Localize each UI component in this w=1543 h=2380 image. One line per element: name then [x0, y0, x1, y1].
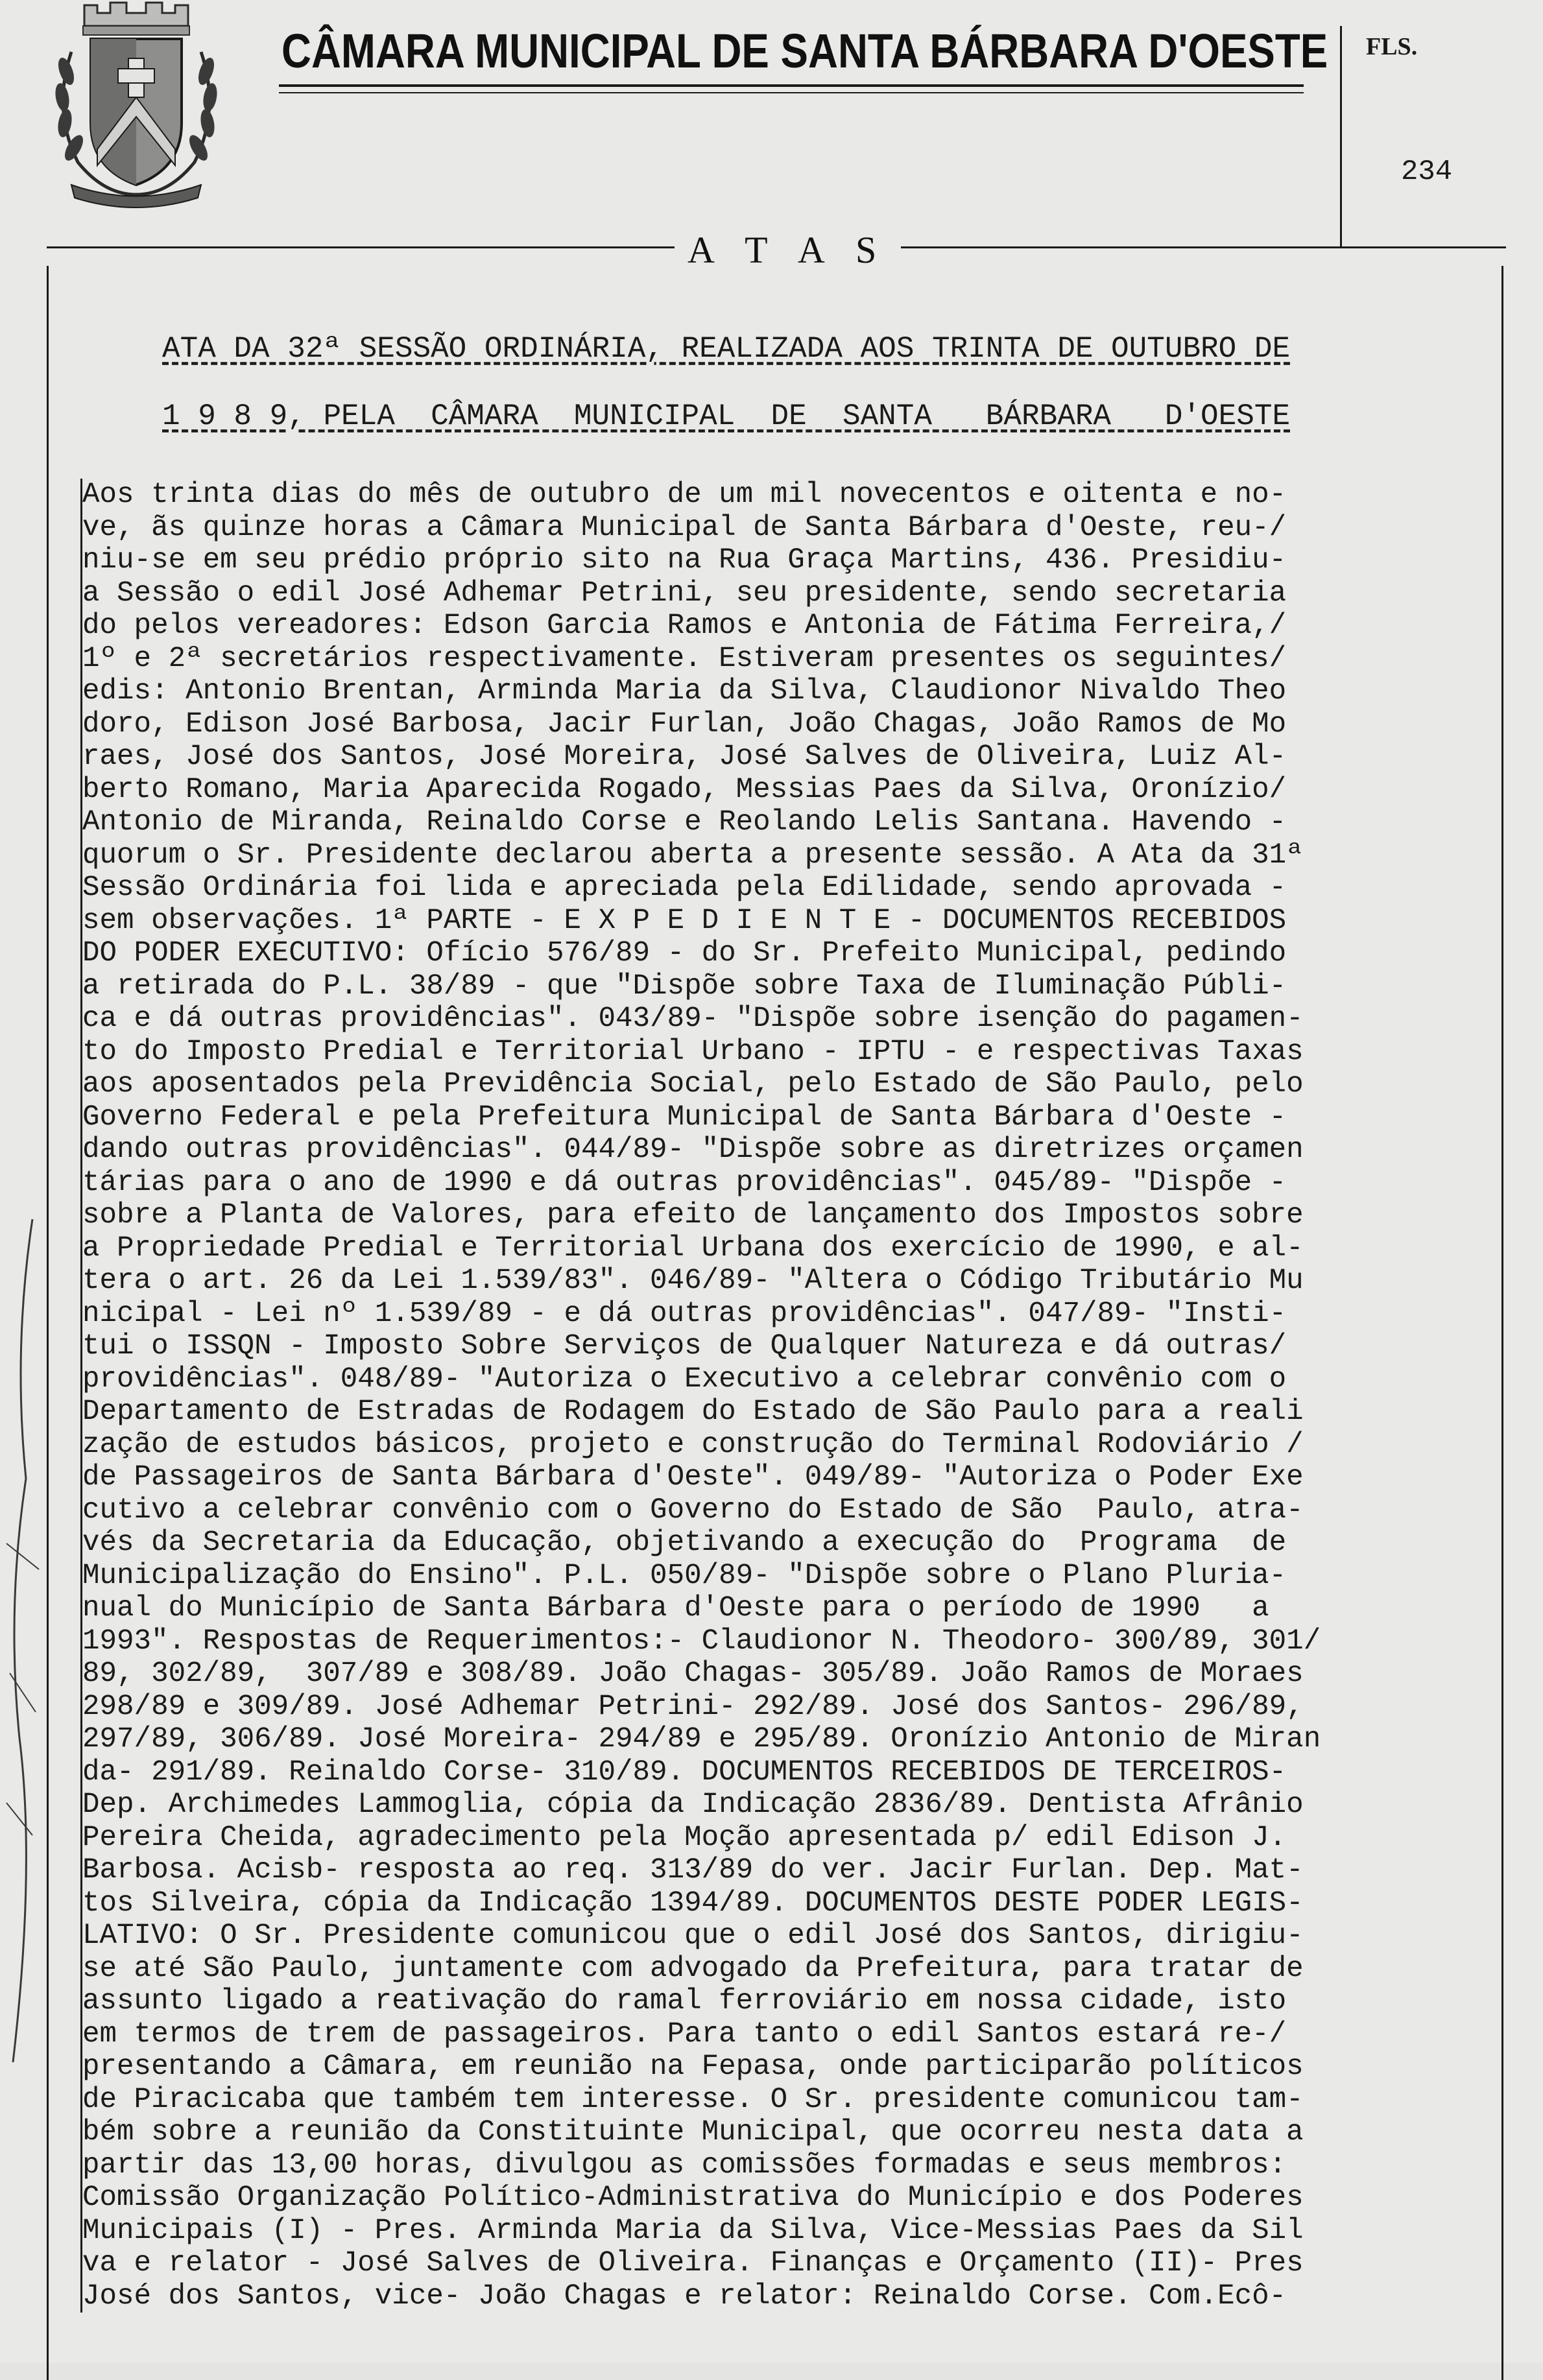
- body-line: tera o art. 26 da Lei 1.539/83". 046/89- "Altera o Código Tributário Mu: [82, 1265, 1304, 1297]
- body-line: 1993". Respostas de Requerimentos:- Claudionor N. Theodoro- 300/89, 301/: [82, 1624, 1321, 1658]
- body-line: Aos trinta dias do mês de outubro de um mil novecentos e oitenta e no-: [82, 479, 1287, 511]
- body-line: assunto ligado a reativação do ramal ferroviário em nossa cidade, isto: [82, 1985, 1287, 2017]
- body-line: em termos de trem de passageiros. Para tanto o edil Santos estará re-/: [82, 2017, 1287, 2051]
- body-line: 297/89, 306/89. José Moreira- 294/89 e 295/89. Oronízio Antonio de Miran: [82, 1723, 1321, 1755]
- section-title: A T A S: [675, 228, 901, 272]
- body-line: berto Romano, Maria Aparecida Rogado, Messias Paes da Silva, Oronízio/: [82, 773, 1287, 806]
- body-line: Municipalização do Ensino". P.L. 050/89- "Dispõe sobre o Plano Pluria-: [82, 1559, 1287, 1592]
- body-line: sem observações. 1ª PARTE - E X P E D I E N T E - DOCUMENTOS RECEBIDOS: [82, 904, 1287, 937]
- body-line: nicipal - Lei nº 1.539/89 - e dá outras providências". 047/89- "Insti-: [82, 1297, 1287, 1330]
- body-line: Departamento de Estradas de Rodagem do Estado de São Paulo para a reali: [82, 1396, 1304, 1428]
- header-rule: [279, 84, 1304, 87]
- heading-line: ATA DA 32ª SESSÃO ORDINÁRIA, REALIZADA AOS TRINTA DE OUTUBRO DE: [162, 332, 1291, 366]
- body-line: Governo Federal e pela Prefeitura Municipal de Santa Bárbara d'Oeste -: [82, 1101, 1287, 1134]
- body-line: presentando a Câmara, em reunião na Fepasa, onde participarão políticos: [82, 2051, 1304, 2083]
- body-line: Antonio de Miranda, Reinaldo Corse e Reolando Lelis Santana. Havendo -: [82, 806, 1287, 839]
- body-line: ve, ãs quinze horas a Câmara Municipal de Santa Bárbara d'Oeste, reu-/: [82, 511, 1287, 544]
- body-line: dando outras providências". 044/89- "Dispõe sobre as diretrizes orçamen: [82, 1134, 1304, 1166]
- minutes-body: [80, 479, 1470, 2313]
- body-line: tárias para o ano de 1990 e dá outras providências". 045/89- "Dispõe -: [82, 1166, 1287, 1199]
- heading-line: 1 9 8 9, PELA CÂMARA MUNICIPAL DE SANTA BÁRBARA D'OESTE: [162, 399, 1291, 433]
- body-line: a Propriedade Predial e Territorial Urbana dos exercício de 1990, e al-: [82, 1232, 1304, 1265]
- minutes-heading: [162, 315, 1407, 450]
- body-line: do pelos vereadores: Edson Garcia Ramos e Antonia de Fátima Ferreira,/: [82, 610, 1287, 642]
- body-line: Dep. Archimedes Lammoglia, cópia da Indicação 2836/89. Dentista Afrânio: [82, 1789, 1304, 1821]
- body-line: sobre a Planta de Valores, para efeito de lançamento dos Impostos sobre: [82, 1199, 1304, 1232]
- body-line: Sessão Ordinária foi lida e apreciada pela Edilidade, sendo aprovada -: [82, 872, 1287, 904]
- body-line: ca e dá outras providências". 043/89- "Dispõe sobre isenção do pagamen-: [82, 1003, 1304, 1035]
- body-line: providências". 048/89- "Autoriza o Executivo a celebrar convênio com o: [82, 1363, 1287, 1396]
- body-line: 298/89 e 309/89. José Adhemar Petrini- 292/89. José dos Santos- 296/89,: [82, 1690, 1304, 1723]
- body-line: quorum o Sr. Presidente declarou aberta a presente sessão. A Ata da 31ª: [82, 839, 1304, 872]
- body-line: da- 291/89. Reinaldo Corse- 310/89. DOCUMENTOS RECEBIDOS DE TERCEIROS-: [82, 1755, 1287, 1789]
- body-line: Comissão Organização Político-Administrativa do Município e dos Poderes: [82, 2182, 1304, 2214]
- body-line: se até São Paulo, juntamente com advogado da Prefeitura, para tratar de: [82, 1952, 1304, 1985]
- handwritten-margin-mark: [0, 1219, 45, 2062]
- body-line: a retirada do P.L. 38/89 - que "Dispõe sobre Taxa de Iluminação Públi-: [82, 970, 1287, 1003]
- body-line: José dos Santos, vice- João Chagas e relator: Reinaldo Corse. Com.Ecô-: [82, 2279, 1287, 2313]
- chamber-name: CÂMARA MUNICIPAL DE SANTA BÁRBARA D'OESTE: [281, 24, 1328, 78]
- body-line: LATIVO: O Sr. Presidente comunicou que o edil José dos Santos, dirigiu-: [82, 1920, 1304, 1952]
- body-line: Pereira Cheida, agradecimento pela Moção apresentada p/ edil Edison J.: [82, 1821, 1287, 1854]
- body-line: nual do Município de Santa Bárbara d'Oeste para o período de 1990 a: [82, 1592, 1269, 1624]
- coat-of-arms-icon: [45, 0, 227, 214]
- body-line: 1º e 2ª secretários respectivamente. Estiveram presentes os seguintes/: [82, 642, 1287, 675]
- body-line: DO PODER EXECUTIVO: Ofício 576/89 - do Sr. Prefeito Municipal, pedindo: [82, 937, 1287, 970]
- body-line: edis: Antonio Brentan, Arminda Maria da Silva, Claudionor Nivaldo Theo: [82, 675, 1287, 708]
- folio-number: 234: [1401, 156, 1453, 188]
- body-line: to do Imposto Predial e Territorial Urbano - IPTU - e respectivas Taxas: [82, 1035, 1304, 1068]
- body-line: niu-se em seu prédio próprio sito na Rua Graça Martins, 436. Presidiu-: [82, 544, 1287, 577]
- body-line: doro, Edison José Barbosa, Jacir Furlan, João Chagas, João Ramos de Mo: [82, 708, 1287, 741]
- body-line: raes, José dos Santos, José Moreira, José Salves de Oliveira, Luiz Al-: [82, 741, 1287, 773]
- body-line: Municipais (I) - Pres. Arminda Maria da Silva, Vice-Messias Paes da Sil: [82, 2214, 1304, 2247]
- fls-label: FLS.: [1366, 33, 1418, 60]
- folio-divider: [1340, 26, 1342, 246]
- body-line: tos Silveira, cópia da Indicação 1394/89. DOCUMENTOS DESTE PODER LEGIS-: [82, 1886, 1304, 1920]
- body-line: Barbosa. Acisb- resposta ao req. 313/89 do ver. Jacir Furlan. Dep. Mat-: [82, 1854, 1304, 1886]
- body-line: a Sessão o edil José Adhemar Petrini, seu presidente, sendo secretaria: [82, 577, 1287, 610]
- body-line: aos aposentados pela Previdência Social, pelo Estado de São Paulo, pelo: [82, 1068, 1304, 1101]
- body-line: zação de estudos básicos, projeto e construção do Terminal Rodoviário /: [82, 1428, 1304, 1461]
- body-line: partir das 13,00 horas, divulgou as comissões formadas e seus membros:: [82, 2148, 1287, 2182]
- body-line: de Piracicaba que também tem interesse. O Sr. presidente comunicou tam-: [82, 2083, 1304, 2116]
- body-line: de Passageiros de Santa Bárbara d'Oeste". 049/89- "Autoriza o Poder Exe: [82, 1461, 1304, 1493]
- header-rule-thin: [279, 92, 1304, 93]
- body-line: va e relator - José Salves de Oliveira. Finanças e Orçamento (II)- Pres: [82, 2247, 1304, 2279]
- body-line: vés da Secretaria da Educação, objetivando a execução do Programa de: [82, 1527, 1287, 1559]
- body-line: bém sobre a reunião da Constituinte Municipal, que ocorreu nesta data a: [82, 2116, 1304, 2148]
- body-line: cutivo a celebrar convênio com o Governo do Estado de São Paulo, atra-: [82, 1493, 1304, 1527]
- body-line: tui o ISSQN - Imposto Sobre Serviços de Qualquer Natureza e dá outras/: [82, 1330, 1287, 1363]
- body-line: 89, 302/89, 307/89 e 308/89. João Chagas- 305/89. João Ramos de Moraes: [82, 1658, 1304, 1690]
